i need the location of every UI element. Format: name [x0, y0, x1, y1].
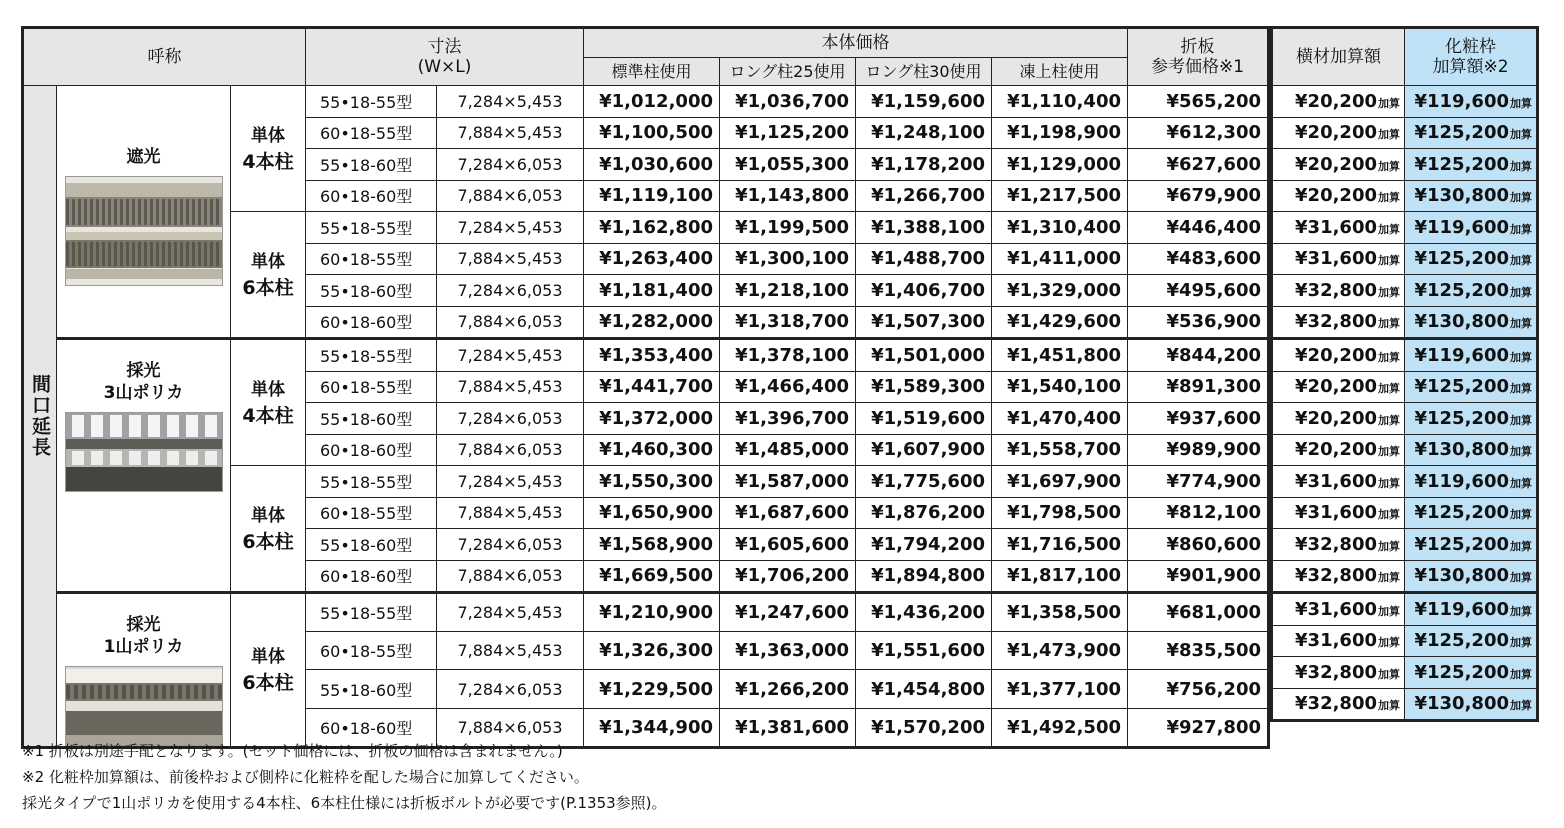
- horizontal-addon: ¥20,200加算: [1272, 371, 1405, 403]
- header-long25: ロング柱25使用: [720, 58, 856, 86]
- price-frost: ¥1,329,000: [992, 275, 1128, 307]
- post-config: 単体 4本柱: [231, 86, 306, 212]
- horizontal-addon: ¥31,600加算: [1272, 466, 1405, 498]
- cosmetic-addon: ¥125,200加算: [1405, 149, 1538, 181]
- price-long30: ¥1,501,000: [856, 339, 992, 372]
- price-long30: ¥1,607,900: [856, 434, 992, 466]
- header-dimension: 寸法 (W×L): [306, 28, 584, 86]
- horizontal-addon: ¥20,200加算: [1272, 180, 1405, 212]
- price-folded: ¥681,000: [1128, 593, 1269, 632]
- product-photo-image: [65, 412, 223, 492]
- price-long25: ¥1,381,600: [720, 708, 856, 747]
- price-table: [21, 26, 1270, 749]
- model-cell: 60•18-55型: [306, 117, 437, 149]
- price-standard: ¥1,181,400: [584, 275, 720, 307]
- price-long30: ¥1,570,200: [856, 708, 992, 747]
- post-config: 単体 6本柱: [231, 466, 306, 593]
- addon-row: [1272, 243, 1538, 275]
- horizontal-addon: ¥31,600加算: [1272, 212, 1405, 244]
- horizontal-addon: ¥20,200加算: [1272, 149, 1405, 181]
- price-standard: ¥1,372,000: [584, 403, 720, 435]
- price-folded: ¥446,400: [1128, 212, 1269, 244]
- model-cell: 60•18-55型: [306, 497, 437, 529]
- price-long30: ¥1,388,100: [856, 212, 992, 244]
- roof-type-label: 採光: [126, 615, 161, 635]
- header-long30: ロング柱30使用: [856, 58, 992, 86]
- horizontal-addon: ¥31,600加算: [1272, 243, 1405, 275]
- post-config: 単体 4本柱: [231, 339, 306, 466]
- price-long30: ¥1,794,200: [856, 529, 992, 561]
- price-long30: ¥1,876,200: [856, 497, 992, 529]
- dimension-cell: 7,284×6,053: [437, 275, 584, 307]
- price-folded: ¥483,600: [1128, 243, 1269, 275]
- price-folded: ¥627,600: [1128, 149, 1269, 181]
- dimension-cell: 7,284×6,053: [437, 149, 584, 181]
- price-long30: ¥1,589,300: [856, 371, 992, 403]
- price-standard: ¥1,353,400: [584, 339, 720, 372]
- dimension-cell: 7,884×6,053: [437, 306, 584, 339]
- addon-row: [1272, 529, 1538, 561]
- addon-row: [1272, 306, 1538, 339]
- cosmetic-addon: ¥125,200加算: [1405, 403, 1538, 435]
- roof-type-label: 採光: [126, 361, 161, 381]
- price-long30: ¥1,406,700: [856, 275, 992, 307]
- price-frost: ¥1,310,400: [992, 212, 1128, 244]
- addon-row: [1272, 593, 1538, 626]
- addon-row: [1272, 212, 1538, 244]
- addon-row: [1272, 86, 1538, 118]
- addon-row: [1272, 560, 1538, 593]
- cosmetic-addon: ¥119,600加算: [1405, 466, 1538, 498]
- price-long25: ¥1,485,000: [720, 434, 856, 466]
- addon-row: [1272, 339, 1538, 372]
- price-frost: ¥1,492,500: [992, 708, 1128, 747]
- table-row: [23, 86, 1269, 118]
- price-frost: ¥1,358,500: [992, 593, 1128, 632]
- price-long30: ¥1,266,700: [856, 180, 992, 212]
- footnotes: [22, 738, 667, 816]
- price-frost: ¥1,470,400: [992, 403, 1128, 435]
- category-label: 間口延長: [23, 86, 57, 748]
- dimension-cell: 7,284×6,053: [437, 670, 584, 708]
- price-long25: ¥1,125,200: [720, 117, 856, 149]
- price-long25: ¥1,378,100: [720, 339, 856, 372]
- price-folded: ¥927,800: [1128, 708, 1269, 747]
- horizontal-addon: ¥32,800加算: [1272, 560, 1405, 593]
- addon-row: [1272, 149, 1538, 181]
- addon-row: [1272, 371, 1538, 403]
- horizontal-addon: ¥31,600加算: [1272, 593, 1405, 626]
- dimension-cell: 7,884×5,453: [437, 243, 584, 275]
- post-config: 単体 6本柱: [231, 212, 306, 339]
- price-frost: ¥1,716,500: [992, 529, 1128, 561]
- price-long30: ¥1,454,800: [856, 670, 992, 708]
- price-folded: ¥989,900: [1128, 434, 1269, 466]
- price-folded: ¥835,500: [1128, 632, 1269, 670]
- price-long30: ¥1,507,300: [856, 306, 992, 339]
- dimension-cell: 7,284×5,453: [437, 212, 584, 244]
- price-folded: ¥844,200: [1128, 339, 1269, 372]
- product-photo-image: [65, 176, 223, 286]
- price-long25: ¥1,143,800: [720, 180, 856, 212]
- header-body-price: 本体価格: [584, 28, 1128, 58]
- cosmetic-addon: ¥130,800加算: [1405, 306, 1538, 339]
- price-long25: ¥1,396,700: [720, 403, 856, 435]
- horizontal-addon: ¥32,800加算: [1272, 275, 1405, 307]
- price-folded: ¥612,300: [1128, 117, 1269, 149]
- cosmetic-addon: ¥130,800加算: [1405, 560, 1538, 593]
- price-long25: ¥1,318,700: [720, 306, 856, 339]
- price-folded: ¥756,200: [1128, 670, 1269, 708]
- header-name: 呼称: [23, 28, 306, 86]
- addon-row: [1272, 497, 1538, 529]
- model-cell: 55•18-55型: [306, 86, 437, 118]
- addon-row: [1272, 466, 1538, 498]
- price-frost: ¥1,411,000: [992, 243, 1128, 275]
- price-frost: ¥1,451,800: [992, 339, 1128, 372]
- dimension-cell: 7,884×6,053: [437, 708, 584, 747]
- price-folded: ¥891,300: [1128, 371, 1269, 403]
- price-frost: ¥1,429,600: [992, 306, 1128, 339]
- header-horizontal: 横材加算額: [1272, 28, 1405, 86]
- price-long30: ¥1,159,600: [856, 86, 992, 118]
- addon-row: [1272, 625, 1538, 657]
- price-long30: ¥1,488,700: [856, 243, 992, 275]
- model-cell: 60•18-55型: [306, 632, 437, 670]
- cosmetic-addon: ¥119,600加算: [1405, 339, 1538, 372]
- addon-row: [1272, 117, 1538, 149]
- price-standard: ¥1,229,500: [584, 670, 720, 708]
- price-long25: ¥1,687,600: [720, 497, 856, 529]
- cosmetic-addon: ¥119,600加算: [1405, 86, 1538, 118]
- price-long25: ¥1,706,200: [720, 560, 856, 593]
- price-folded: ¥901,900: [1128, 560, 1269, 593]
- price-standard: ¥1,119,100: [584, 180, 720, 212]
- dimension-cell: 7,884×6,053: [437, 560, 584, 593]
- model-cell: 60•18-60型: [306, 434, 437, 466]
- price-long25: ¥1,036,700: [720, 86, 856, 118]
- price-frost: ¥1,697,900: [992, 466, 1128, 498]
- horizontal-addon: ¥31,600加算: [1272, 497, 1405, 529]
- price-frost: ¥1,198,900: [992, 117, 1128, 149]
- price-long25: ¥1,055,300: [720, 149, 856, 181]
- cosmetic-addon: ¥130,800加算: [1405, 434, 1538, 466]
- price-frost: ¥1,110,400: [992, 86, 1128, 118]
- model-cell: 55•18-55型: [306, 593, 437, 632]
- addon-table: [1270, 26, 1539, 722]
- price-frost: ¥1,377,100: [992, 670, 1128, 708]
- price-long25: ¥1,247,600: [720, 593, 856, 632]
- price-long25: ¥1,605,600: [720, 529, 856, 561]
- roof-type-label: 遮光: [126, 147, 161, 167]
- dimension-cell: 7,884×5,453: [437, 117, 584, 149]
- horizontal-addon: ¥20,200加算: [1272, 117, 1405, 149]
- model-cell: 60•18-60型: [306, 306, 437, 339]
- price-folded: ¥495,600: [1128, 275, 1269, 307]
- model-cell: 55•18-55型: [306, 212, 437, 244]
- price-standard: ¥1,326,300: [584, 632, 720, 670]
- addon-row: [1272, 434, 1538, 466]
- price-folded: ¥679,900: [1128, 180, 1269, 212]
- cosmetic-addon: ¥125,200加算: [1405, 117, 1538, 149]
- model-cell: 60•18-60型: [306, 708, 437, 747]
- model-cell: 55•18-60型: [306, 403, 437, 435]
- price-standard: ¥1,012,000: [584, 86, 720, 118]
- price-long25: ¥1,300,100: [720, 243, 856, 275]
- price-folded: ¥812,100: [1128, 497, 1269, 529]
- dimension-cell: 7,884×5,453: [437, 497, 584, 529]
- price-frost: ¥1,817,100: [992, 560, 1128, 593]
- model-cell: 55•18-55型: [306, 339, 437, 372]
- roof-type-cell: [57, 86, 231, 339]
- price-frost: ¥1,558,700: [992, 434, 1128, 466]
- horizontal-addon: ¥32,800加算: [1272, 657, 1405, 689]
- horizontal-addon: ¥31,600加算: [1272, 625, 1405, 657]
- dimension-cell: 7,284×5,453: [437, 593, 584, 632]
- cosmetic-addon: ¥125,200加算: [1405, 243, 1538, 275]
- price-long25: ¥1,218,100: [720, 275, 856, 307]
- price-long25: ¥1,363,000: [720, 632, 856, 670]
- horizontal-addon: ¥32,800加算: [1272, 306, 1405, 339]
- model-cell: 55•18-60型: [306, 275, 437, 307]
- price-standard: ¥1,669,500: [584, 560, 720, 593]
- cosmetic-addon: ¥125,200加算: [1405, 625, 1538, 657]
- horizontal-addon: ¥20,200加算: [1272, 403, 1405, 435]
- cosmetic-addon: ¥125,200加算: [1405, 529, 1538, 561]
- cosmetic-addon: ¥130,800加算: [1405, 180, 1538, 212]
- roof-type-cell: [57, 593, 231, 748]
- price-standard: ¥1,030,600: [584, 149, 720, 181]
- model-cell: 60•18-60型: [306, 560, 437, 593]
- dimension-cell: 7,284×5,453: [437, 86, 584, 118]
- cosmetic-addon: ¥119,600加算: [1405, 593, 1538, 626]
- dimension-cell: 7,284×5,453: [437, 466, 584, 498]
- price-standard: ¥1,282,000: [584, 306, 720, 339]
- horizontal-addon: ¥20,200加算: [1272, 339, 1405, 372]
- price-standard: ¥1,100,500: [584, 117, 720, 149]
- price-long30: ¥1,178,200: [856, 149, 992, 181]
- roof-type-cell: [57, 339, 231, 593]
- price-frost: ¥1,540,100: [992, 371, 1128, 403]
- price-standard: ¥1,441,700: [584, 371, 720, 403]
- price-frost: ¥1,217,500: [992, 180, 1128, 212]
- price-frost: ¥1,473,900: [992, 632, 1128, 670]
- cosmetic-addon: ¥125,200加算: [1405, 497, 1538, 529]
- dimension-cell: 7,884×6,053: [437, 434, 584, 466]
- addon-row: [1272, 688, 1538, 721]
- dimension-cell: 7,884×5,453: [437, 371, 584, 403]
- addon-row: [1272, 403, 1538, 435]
- model-cell: 55•18-60型: [306, 529, 437, 561]
- roof-type-sublabel: 3山ポリカ: [103, 383, 184, 403]
- cosmetic-addon: ¥125,200加算: [1405, 275, 1538, 307]
- price-long30: ¥1,248,100: [856, 117, 992, 149]
- footnote-1: ※1 折板は別途手配となります。(セット価格には、折板の価格は含まれません。): [22, 742, 563, 760]
- model-cell: 55•18-60型: [306, 149, 437, 181]
- price-frost: ¥1,129,000: [992, 149, 1128, 181]
- addon-row: [1272, 275, 1538, 307]
- model-cell: 60•18-55型: [306, 371, 437, 403]
- roof-type-sublabel: 1山ポリカ: [103, 637, 184, 657]
- price-standard: ¥1,568,900: [584, 529, 720, 561]
- price-standard: ¥1,550,300: [584, 466, 720, 498]
- horizontal-addon: ¥20,200加算: [1272, 86, 1405, 118]
- footnote-3: 採光タイプで1山ポリカを使用する4本柱、6本柱仕様には折板ボルトが必要です(P.1353参照)。: [22, 794, 667, 812]
- product-photo-image: [65, 666, 223, 746]
- price-folded: ¥536,900: [1128, 306, 1269, 339]
- cosmetic-addon: ¥125,200加算: [1405, 657, 1538, 689]
- price-standard: ¥1,210,900: [584, 593, 720, 632]
- price-folded: ¥937,600: [1128, 403, 1269, 435]
- price-long30: ¥1,436,200: [856, 593, 992, 632]
- dimension-cell: 7,284×6,053: [437, 529, 584, 561]
- horizontal-addon: ¥20,200加算: [1272, 434, 1405, 466]
- model-cell: 55•18-60型: [306, 670, 437, 708]
- dimension-cell: 7,284×6,053: [437, 403, 584, 435]
- price-long25: ¥1,266,200: [720, 670, 856, 708]
- price-long30: ¥1,519,600: [856, 403, 992, 435]
- header-folded-price: 折板 参考価格※1: [1128, 28, 1269, 86]
- addon-row: [1272, 657, 1538, 689]
- price-long25: ¥1,587,000: [720, 466, 856, 498]
- price-standard: ¥1,263,400: [584, 243, 720, 275]
- price-standard: ¥1,162,800: [584, 212, 720, 244]
- cosmetic-addon: ¥119,600加算: [1405, 212, 1538, 244]
- header-standard: 標準柱使用: [584, 58, 720, 86]
- footnote-2: ※2 化粧枠加算額は、前後枠および側枠に化粧枠を配した場合に加算してください。: [22, 768, 589, 786]
- price-long30: ¥1,551,600: [856, 632, 992, 670]
- horizontal-addon: ¥32,800加算: [1272, 688, 1405, 721]
- price-long30: ¥1,775,600: [856, 466, 992, 498]
- cosmetic-addon: ¥125,200加算: [1405, 371, 1538, 403]
- cosmetic-addon: ¥130,800加算: [1405, 688, 1538, 721]
- price-folded: ¥860,600: [1128, 529, 1269, 561]
- dimension-cell: 7,884×6,053: [437, 180, 584, 212]
- price-standard: ¥1,344,900: [584, 708, 720, 747]
- price-long25: ¥1,466,400: [720, 371, 856, 403]
- price-long30: ¥1,894,800: [856, 560, 992, 593]
- dimension-cell: 7,884×5,453: [437, 632, 584, 670]
- price-frost: ¥1,798,500: [992, 497, 1128, 529]
- horizontal-addon: ¥32,800加算: [1272, 529, 1405, 561]
- price-standard: ¥1,650,900: [584, 497, 720, 529]
- post-config: 単体 6本柱: [231, 593, 306, 748]
- dimension-cell: 7,284×5,453: [437, 339, 584, 372]
- header-cosmetic: 化粧枠 加算額※2: [1405, 28, 1538, 86]
- model-cell: 55•18-55型: [306, 466, 437, 498]
- table-row: [23, 339, 1269, 372]
- price-folded: ¥774,900: [1128, 466, 1269, 498]
- model-cell: 60•18-55型: [306, 243, 437, 275]
- price-long25: ¥1,199,500: [720, 212, 856, 244]
- table-row: [23, 593, 1269, 632]
- addon-row: [1272, 180, 1538, 212]
- price-standard: ¥1,460,300: [584, 434, 720, 466]
- header-frost: 凍上柱使用: [992, 58, 1128, 86]
- price-folded: ¥565,200: [1128, 86, 1269, 118]
- model-cell: 60•18-60型: [306, 180, 437, 212]
